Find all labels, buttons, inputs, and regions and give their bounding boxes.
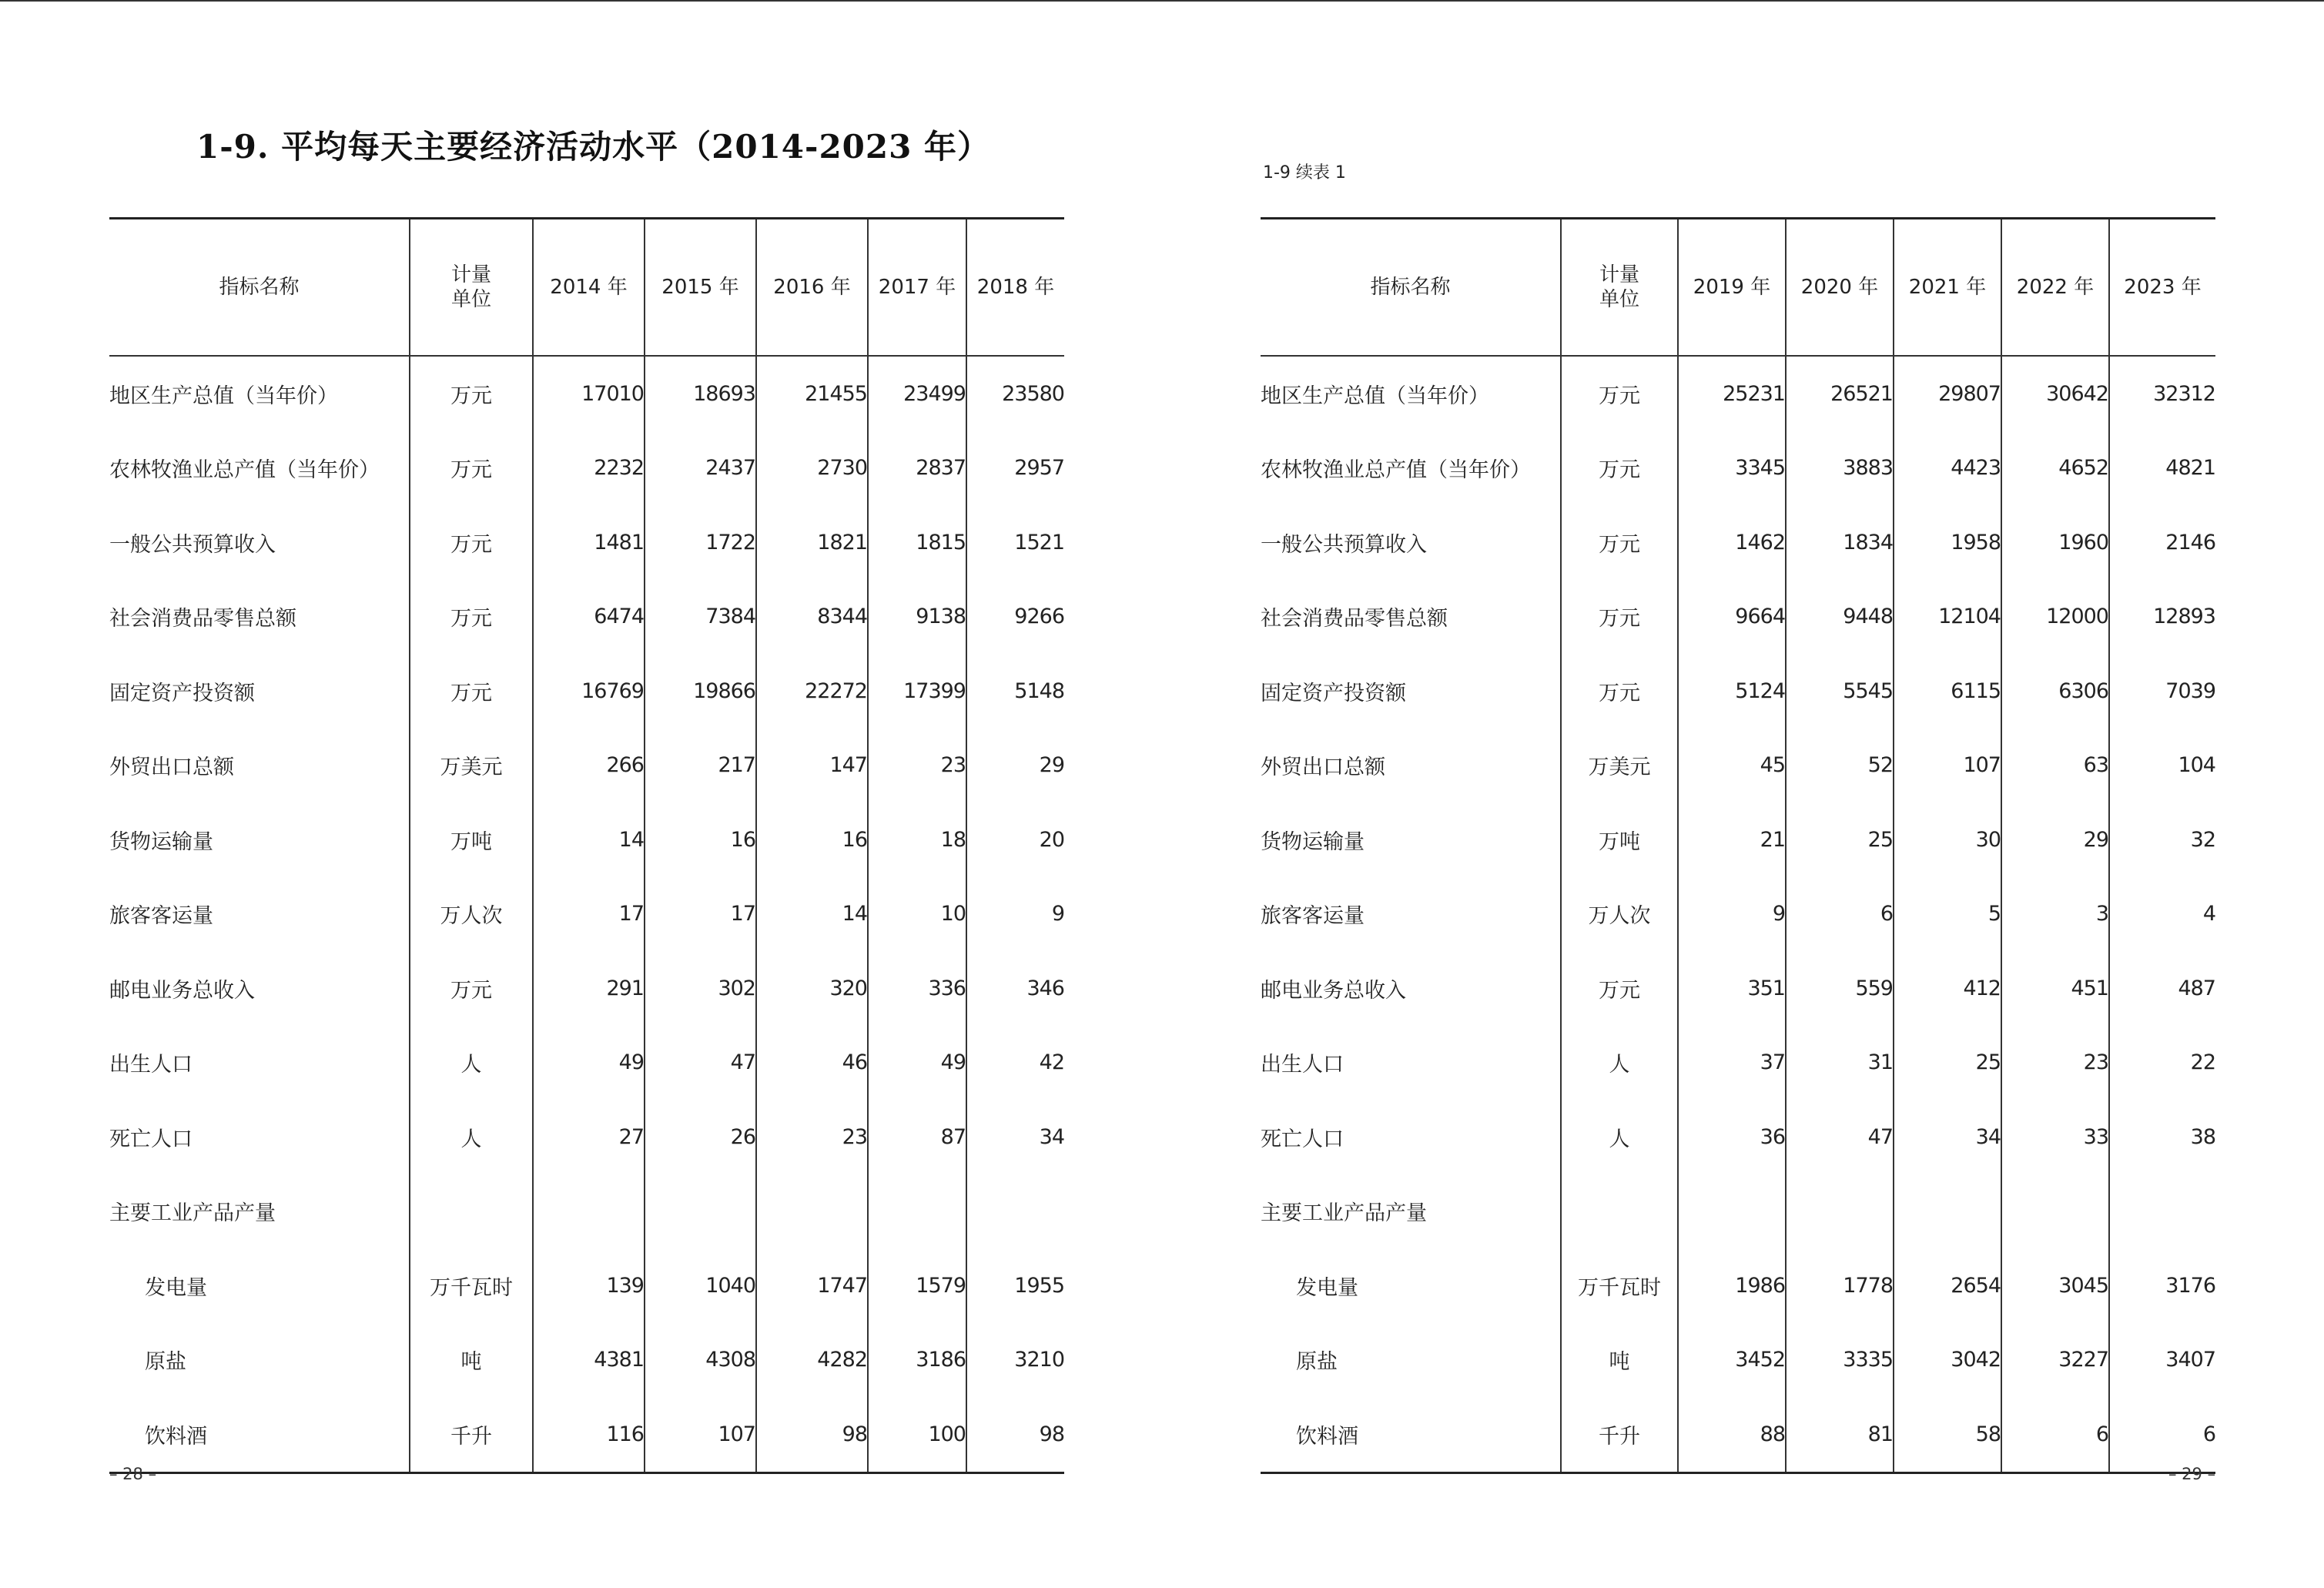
value-cell: 38 (2109, 1100, 2215, 1174)
indicator-name: 社会消费品零售总额 (1261, 607, 1448, 632)
value-cell: 23499 (868, 356, 966, 431)
unit-cell: 万元 (1561, 431, 1678, 506)
value-cell (2001, 1174, 2109, 1249)
value-cell: 98 (756, 1397, 868, 1472)
value-cell: 6 (2001, 1397, 2109, 1472)
value-cell: 9 (966, 877, 1064, 952)
value-cell: 2730 (756, 431, 868, 506)
value-cell: 27 (533, 1100, 645, 1174)
value-cell: 19866 (645, 654, 756, 729)
indicator-name: 原盐 (1296, 1350, 1338, 1375)
unit-cell: 吨 (1561, 1323, 1678, 1398)
table-row (109, 877, 1064, 952)
value-cell: 487 (2109, 951, 2215, 1026)
unit-cell: 万吨 (1561, 802, 1678, 877)
value-cell: 6 (1786, 877, 1894, 952)
indicator-name: 货物运输量 (109, 829, 213, 854)
value-cell: 7039 (2109, 654, 2215, 729)
table-row (1261, 654, 2215, 729)
header-year: 2020 年 (1786, 219, 1894, 357)
value-cell: 559 (1786, 951, 1894, 1026)
value-cell: 18693 (645, 356, 756, 431)
value-cell: 1747 (756, 1248, 868, 1323)
header-year: 2014 年 (533, 219, 645, 357)
header-indicator-name: 指标名称 (1261, 219, 1561, 357)
value-cell: 2437 (645, 431, 756, 506)
table-row (109, 505, 1064, 580)
value-cell: 100 (868, 1397, 966, 1472)
indicator-name: 邮电业务总收入 (109, 978, 255, 1003)
value-cell (1894, 1174, 2001, 1249)
value-cell: 30 (1894, 802, 2001, 877)
value-cell: 147 (756, 729, 868, 803)
indicator-name: 固定资产投资额 (109, 681, 255, 705)
value-cell: 1462 (1678, 505, 1786, 580)
value-cell: 7384 (645, 580, 756, 655)
value-cell: 9138 (868, 580, 966, 655)
indicator-name: 原盐 (145, 1350, 186, 1375)
value-cell: 47 (1786, 1100, 1894, 1174)
unit-cell: 吨 (410, 1323, 533, 1398)
unit-cell: 人 (410, 1100, 533, 1174)
value-cell: 6 (2109, 1397, 2215, 1472)
indicator-name: 农林牧渔业总产值（当年价） (1261, 458, 1531, 483)
value-cell: 36 (1678, 1100, 1786, 1174)
value-cell: 1986 (1678, 1248, 1786, 1323)
value-cell: 6115 (1894, 654, 2001, 729)
value-cell: 34 (1894, 1100, 2001, 1174)
value-cell: 291 (533, 951, 645, 1026)
table-row (109, 1174, 1064, 1249)
indicator-name: 货物运输量 (1261, 829, 1365, 854)
value-cell: 1821 (756, 505, 868, 580)
header-unit: 计量 单位 (1561, 219, 1678, 357)
value-cell: 17399 (868, 654, 966, 729)
value-cell: 22 (2109, 1026, 2215, 1101)
value-cell (756, 1174, 868, 1249)
top-border-line (0, 0, 2324, 2)
value-cell: 302 (645, 951, 756, 1026)
value-cell: 5 (1894, 877, 2001, 952)
table-row (1261, 1100, 2215, 1174)
unit-cell: 万元 (410, 505, 533, 580)
value-cell: 21 (1678, 802, 1786, 877)
unit-cell: 万人次 (410, 877, 533, 952)
header-year: 2022 年 (2001, 219, 2109, 357)
table-row (109, 951, 1064, 1026)
value-cell: 2146 (2109, 505, 2215, 580)
unit-cell: 万元 (1561, 654, 1678, 729)
value-cell: 5148 (966, 654, 1064, 729)
table-row (109, 580, 1064, 655)
value-cell: 8344 (756, 580, 868, 655)
table-row (1261, 431, 2215, 506)
value-cell: 9448 (1786, 580, 1894, 655)
value-cell: 1955 (966, 1248, 1064, 1323)
indicator-name: 出生人口 (109, 1053, 193, 1077)
table-row (1261, 1026, 2215, 1101)
value-cell: 320 (756, 951, 868, 1026)
value-cell: 3883 (1786, 431, 1894, 506)
value-cell: 98 (966, 1397, 1064, 1472)
value-cell: 107 (645, 1397, 756, 1472)
continuation-label: 1-9 续表 1 (1263, 163, 1346, 183)
unit-cell: 万千瓦时 (410, 1248, 533, 1323)
value-cell: 4308 (645, 1323, 756, 1398)
value-cell: 4282 (756, 1323, 868, 1398)
indicator-name: 旅客客运量 (109, 904, 213, 929)
value-cell: 4381 (533, 1323, 645, 1398)
value-cell: 3186 (868, 1323, 966, 1398)
indicator-name: 固定资产投资额 (1261, 681, 1406, 705)
value-cell: 1579 (868, 1248, 966, 1323)
table-row (1261, 580, 2215, 655)
table-row (109, 1026, 1064, 1101)
header-year: 2019 年 (1678, 219, 1786, 357)
indicator-name: 邮电业务总收入 (1261, 978, 1406, 1003)
table-row (1261, 951, 2215, 1026)
value-cell: 87 (868, 1100, 966, 1174)
value-cell: 25 (1786, 802, 1894, 877)
value-cell: 17010 (533, 356, 645, 431)
unit-cell: 万元 (410, 951, 533, 1026)
value-cell: 9664 (1678, 580, 1786, 655)
unit-cell: 万美元 (410, 729, 533, 803)
header-row (1261, 219, 2215, 357)
value-cell (1678, 1174, 1786, 1249)
unit-cell: 万元 (410, 431, 533, 506)
indicator-name: 一般公共预算收入 (109, 532, 276, 557)
indicator-name: 外贸出口总额 (109, 755, 234, 780)
value-cell: 58 (1894, 1397, 2001, 1472)
unit-cell (410, 1174, 533, 1249)
header-year: 2018 年 (966, 219, 1064, 357)
header-year: 2015 年 (645, 219, 756, 357)
header-year: 2023 年 (2109, 219, 2215, 357)
value-cell: 12104 (1894, 580, 2001, 655)
value-cell: 351 (1678, 951, 1786, 1026)
value-cell: 17 (645, 877, 756, 952)
table-row (1261, 1323, 2215, 1398)
value-cell: 37 (1678, 1026, 1786, 1101)
unit-cell: 人 (410, 1026, 533, 1101)
value-cell: 1815 (868, 505, 966, 580)
value-cell: 217 (645, 729, 756, 803)
value-cell: 3335 (1786, 1323, 1894, 1398)
table-row (1261, 1248, 2215, 1323)
indicator-name: 外贸出口总额 (1261, 755, 1385, 780)
value-cell: 22272 (756, 654, 868, 729)
indicator-name: 死亡人口 (109, 1127, 193, 1151)
value-cell: 88 (1678, 1397, 1786, 1472)
value-cell: 9 (1678, 877, 1786, 952)
table-row (109, 1100, 1064, 1174)
value-cell: 23580 (966, 356, 1064, 431)
value-cell (966, 1174, 1064, 1249)
header-row (109, 219, 1064, 357)
value-cell (1786, 1174, 1894, 1249)
value-cell: 45 (1678, 729, 1786, 803)
table-row (109, 431, 1064, 506)
value-cell: 4821 (2109, 431, 2215, 506)
value-cell: 1040 (645, 1248, 756, 1323)
value-cell: 2957 (966, 431, 1064, 506)
table-row (109, 654, 1064, 729)
unit-cell: 人 (1561, 1026, 1678, 1101)
value-cell: 42 (966, 1026, 1064, 1101)
value-cell: 3227 (2001, 1323, 2109, 1398)
value-cell: 346 (966, 951, 1064, 1026)
value-cell: 336 (868, 951, 966, 1026)
value-cell: 4652 (2001, 431, 2109, 506)
value-cell: 4 (2109, 877, 2215, 952)
indicator-name: 一般公共预算收入 (1261, 532, 1427, 557)
unit-cell: 万元 (410, 654, 533, 729)
value-cell: 139 (533, 1248, 645, 1323)
value-cell: 5545 (1786, 654, 1894, 729)
indicator-name: 主要工业产品产量 (109, 1201, 276, 1226)
unit-cell (1561, 1174, 1678, 1249)
indicator-name: 死亡人口 (1261, 1127, 1344, 1151)
value-cell: 1960 (2001, 505, 2109, 580)
page-number-right: – 29 – (2168, 1465, 2216, 1483)
table-row (1261, 1174, 2215, 1249)
value-cell: 3 (2001, 877, 2109, 952)
value-cell: 25 (1894, 1026, 2001, 1101)
value-cell: 266 (533, 729, 645, 803)
indicator-name: 地区生产总值（当年价） (109, 384, 338, 408)
indicator-name: 主要工业产品产量 (1261, 1201, 1427, 1226)
value-cell (645, 1174, 756, 1249)
value-cell: 25231 (1678, 356, 1786, 431)
page-title: 1-9. 平均每天主要经济活动水平（2014-2023 年） (196, 128, 990, 166)
value-cell (2109, 1174, 2215, 1249)
value-cell: 46 (756, 1026, 868, 1101)
value-cell: 16769 (533, 654, 645, 729)
page-number-left: – 28 – (109, 1465, 157, 1483)
table-row (109, 1323, 1064, 1398)
value-cell: 31 (1786, 1026, 1894, 1101)
unit-cell: 万元 (410, 580, 533, 655)
value-cell: 32 (2109, 802, 2215, 877)
indicator-name: 饮料酒 (145, 1424, 207, 1449)
header-year: 2021 年 (1894, 219, 2001, 357)
right-data-table (1261, 217, 2215, 1474)
unit-cell: 千升 (410, 1397, 533, 1472)
value-cell: 2837 (868, 431, 966, 506)
value-cell: 3210 (966, 1323, 1064, 1398)
unit-cell: 万人次 (1561, 877, 1678, 952)
value-cell: 49 (533, 1026, 645, 1101)
value-cell: 9266 (966, 580, 1064, 655)
value-cell: 49 (868, 1026, 966, 1101)
value-cell: 29807 (1894, 356, 2001, 431)
value-cell: 3345 (1678, 431, 1786, 506)
value-cell: 12000 (2001, 580, 2109, 655)
value-cell: 1722 (645, 505, 756, 580)
value-cell: 30642 (2001, 356, 2109, 431)
value-cell: 26521 (1786, 356, 1894, 431)
header-year: 2016 年 (756, 219, 868, 357)
indicator-name: 地区生产总值（当年价） (1261, 384, 1489, 408)
value-cell (533, 1174, 645, 1249)
header-year: 2017 年 (868, 219, 966, 357)
indicator-name: 饮料酒 (1296, 1424, 1358, 1449)
value-cell: 16 (756, 802, 868, 877)
indicator-name: 社会消费品零售总额 (109, 607, 296, 632)
value-cell: 116 (533, 1397, 645, 1472)
value-cell: 3176 (2109, 1248, 2215, 1323)
value-cell: 2232 (533, 431, 645, 506)
unit-cell: 人 (1561, 1100, 1678, 1174)
unit-cell: 万元 (1561, 580, 1678, 655)
value-cell: 451 (2001, 951, 2109, 1026)
value-cell: 3407 (2109, 1323, 2215, 1398)
value-cell: 21455 (756, 356, 868, 431)
unit-cell: 万元 (1561, 505, 1678, 580)
value-cell: 23 (868, 729, 966, 803)
unit-cell: 万元 (1561, 951, 1678, 1026)
table-row (1261, 505, 2215, 580)
value-cell: 23 (756, 1100, 868, 1174)
table-row (109, 356, 1064, 431)
table-row (109, 729, 1064, 803)
value-cell: 4423 (1894, 431, 2001, 506)
value-cell: 81 (1786, 1397, 1894, 1472)
table-row (1261, 356, 2215, 431)
value-cell: 20 (966, 802, 1064, 877)
indicator-name: 出生人口 (1261, 1053, 1344, 1077)
unit-cell: 万吨 (410, 802, 533, 877)
value-cell: 29 (966, 729, 1064, 803)
value-cell: 2654 (1894, 1248, 2001, 1323)
unit-cell: 万美元 (1561, 729, 1678, 803)
unit-cell: 万元 (1561, 356, 1678, 431)
unit-cell: 万元 (410, 356, 533, 431)
value-cell (868, 1174, 966, 1249)
table-row (109, 1248, 1064, 1323)
value-cell: 6474 (533, 580, 645, 655)
value-cell: 3042 (1894, 1323, 2001, 1398)
value-cell: 26 (645, 1100, 756, 1174)
table-row (1261, 729, 2215, 803)
header-indicator-name: 指标名称 (109, 219, 410, 357)
indicator-name: 发电量 (145, 1275, 207, 1300)
value-cell: 32312 (2109, 356, 2215, 431)
value-cell: 3452 (1678, 1323, 1786, 1398)
value-cell: 10 (868, 877, 966, 952)
value-cell: 18 (868, 802, 966, 877)
unit-cell: 千升 (1561, 1397, 1678, 1472)
value-cell: 1481 (533, 505, 645, 580)
left-data-table (109, 217, 1064, 1474)
value-cell: 63 (2001, 729, 2109, 803)
value-cell: 412 (1894, 951, 2001, 1026)
value-cell: 33 (2001, 1100, 2109, 1174)
value-cell: 12893 (2109, 580, 2215, 655)
value-cell: 104 (2109, 729, 2215, 803)
unit-cell: 万千瓦时 (1561, 1248, 1678, 1323)
indicator-name: 旅客客运量 (1261, 904, 1365, 929)
table-row (1261, 877, 2215, 952)
indicator-name: 农林牧渔业总产值（当年价） (109, 458, 380, 483)
table-row (1261, 802, 2215, 877)
value-cell: 3045 (2001, 1248, 2109, 1323)
value-cell: 107 (1894, 729, 2001, 803)
table-row (1261, 1397, 2215, 1472)
header-unit: 计量 单位 (410, 219, 533, 357)
indicator-name: 发电量 (1296, 1275, 1358, 1300)
value-cell: 23 (2001, 1026, 2109, 1101)
value-cell: 47 (645, 1026, 756, 1101)
value-cell: 1834 (1786, 505, 1894, 580)
table-row (109, 802, 1064, 877)
value-cell: 34 (966, 1100, 1064, 1174)
value-cell: 14 (533, 802, 645, 877)
value-cell: 16 (645, 802, 756, 877)
table-row (109, 1397, 1064, 1472)
value-cell: 17 (533, 877, 645, 952)
value-cell: 14 (756, 877, 868, 952)
value-cell: 1958 (1894, 505, 2001, 580)
value-cell: 6306 (2001, 654, 2109, 729)
value-cell: 5124 (1678, 654, 1786, 729)
value-cell: 1778 (1786, 1248, 1894, 1323)
value-cell: 1521 (966, 505, 1064, 580)
value-cell: 29 (2001, 802, 2109, 877)
value-cell: 52 (1786, 729, 1894, 803)
